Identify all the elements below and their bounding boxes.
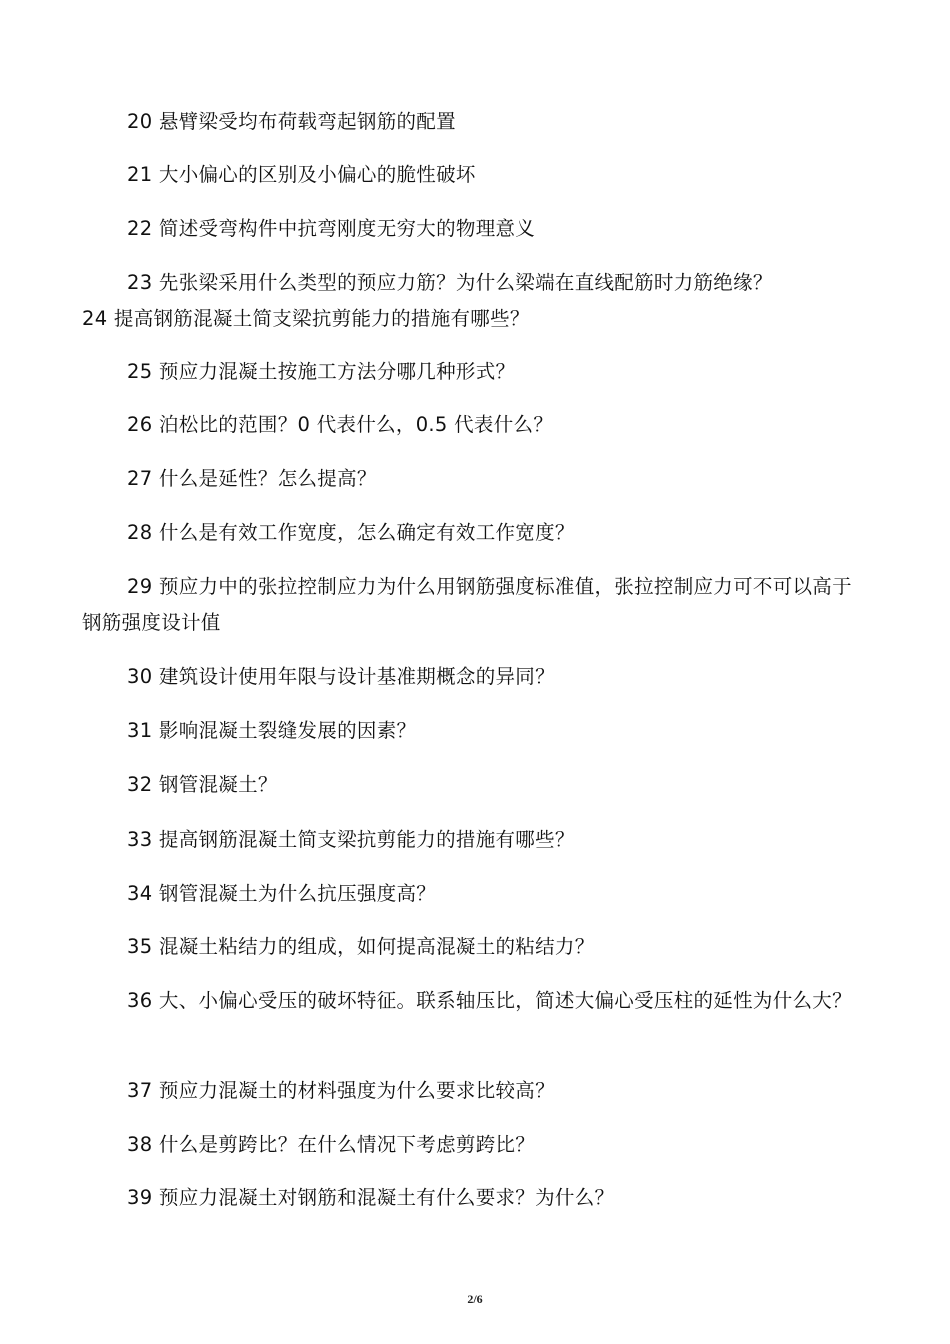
question-30: 30 建筑设计使用年限与设计基准期概念的异同？: [127, 665, 555, 688]
question-31: 31 影响混凝土裂缝发展的因素？: [127, 719, 417, 742]
question-35: 35 混凝土粘结力的组成，如何提高混凝土的粘结力？: [127, 935, 595, 958]
question-20: 20 悬臂梁受均布荷载弯起钢筋的配置: [127, 110, 456, 133]
question-29: 29 预应力中的张拉控制应力为什么用钢筋强度标准值，张拉控制应力可不可以高于钢筋强度设计值: [82, 575, 852, 634]
page-number: 2/6: [467, 1292, 483, 1306]
question-28: 28 什么是有效工作宽度，怎么确定有效工作宽度？: [127, 521, 575, 544]
question-34: 34 钢管混凝土为什么抗压强度高？: [127, 882, 437, 905]
question-23: 23 先张梁采用什么类型的预应力筋？为什么梁端在直线配筋时力筋绝缘？: [127, 271, 773, 294]
question-38: 38 什么是剪跨比？在什么情况下考虑剪跨比？: [127, 1133, 536, 1156]
question-22: 22 简述受弯构件中抗弯刚度无穷大的物理意义: [127, 217, 536, 240]
question-33: 33 提高钢筋混凝土简支梁抗剪能力的措施有哪些？: [127, 828, 575, 851]
question-24: 24 提高钢筋混凝土简支梁抗剪能力的措施有哪些？: [82, 307, 530, 330]
question-37: 37 预应力混凝土的材料强度为什么要求比较高？: [127, 1079, 555, 1102]
question-36: 36 大、小偏心受压的破坏特征。联系轴压比，简述大偏心受压柱的延性为什么大？: [127, 989, 852, 1012]
question-27: 27 什么是延性？怎么提高？: [127, 467, 377, 490]
question-32: 32 钢管混凝土？: [127, 773, 278, 796]
question-21: 21 大小偏心的区别及小偏心的脆性破坏: [127, 163, 476, 186]
question-39: 39 预应力混凝土对钢筋和混凝土有什么要求？为什么？: [127, 1186, 615, 1209]
question-26: 26 泊松比的范围？0 代表什么，0.5 代表什么？: [127, 413, 554, 436]
question-25: 25 预应力混凝土按施工方法分哪几种形式？: [127, 360, 516, 383]
